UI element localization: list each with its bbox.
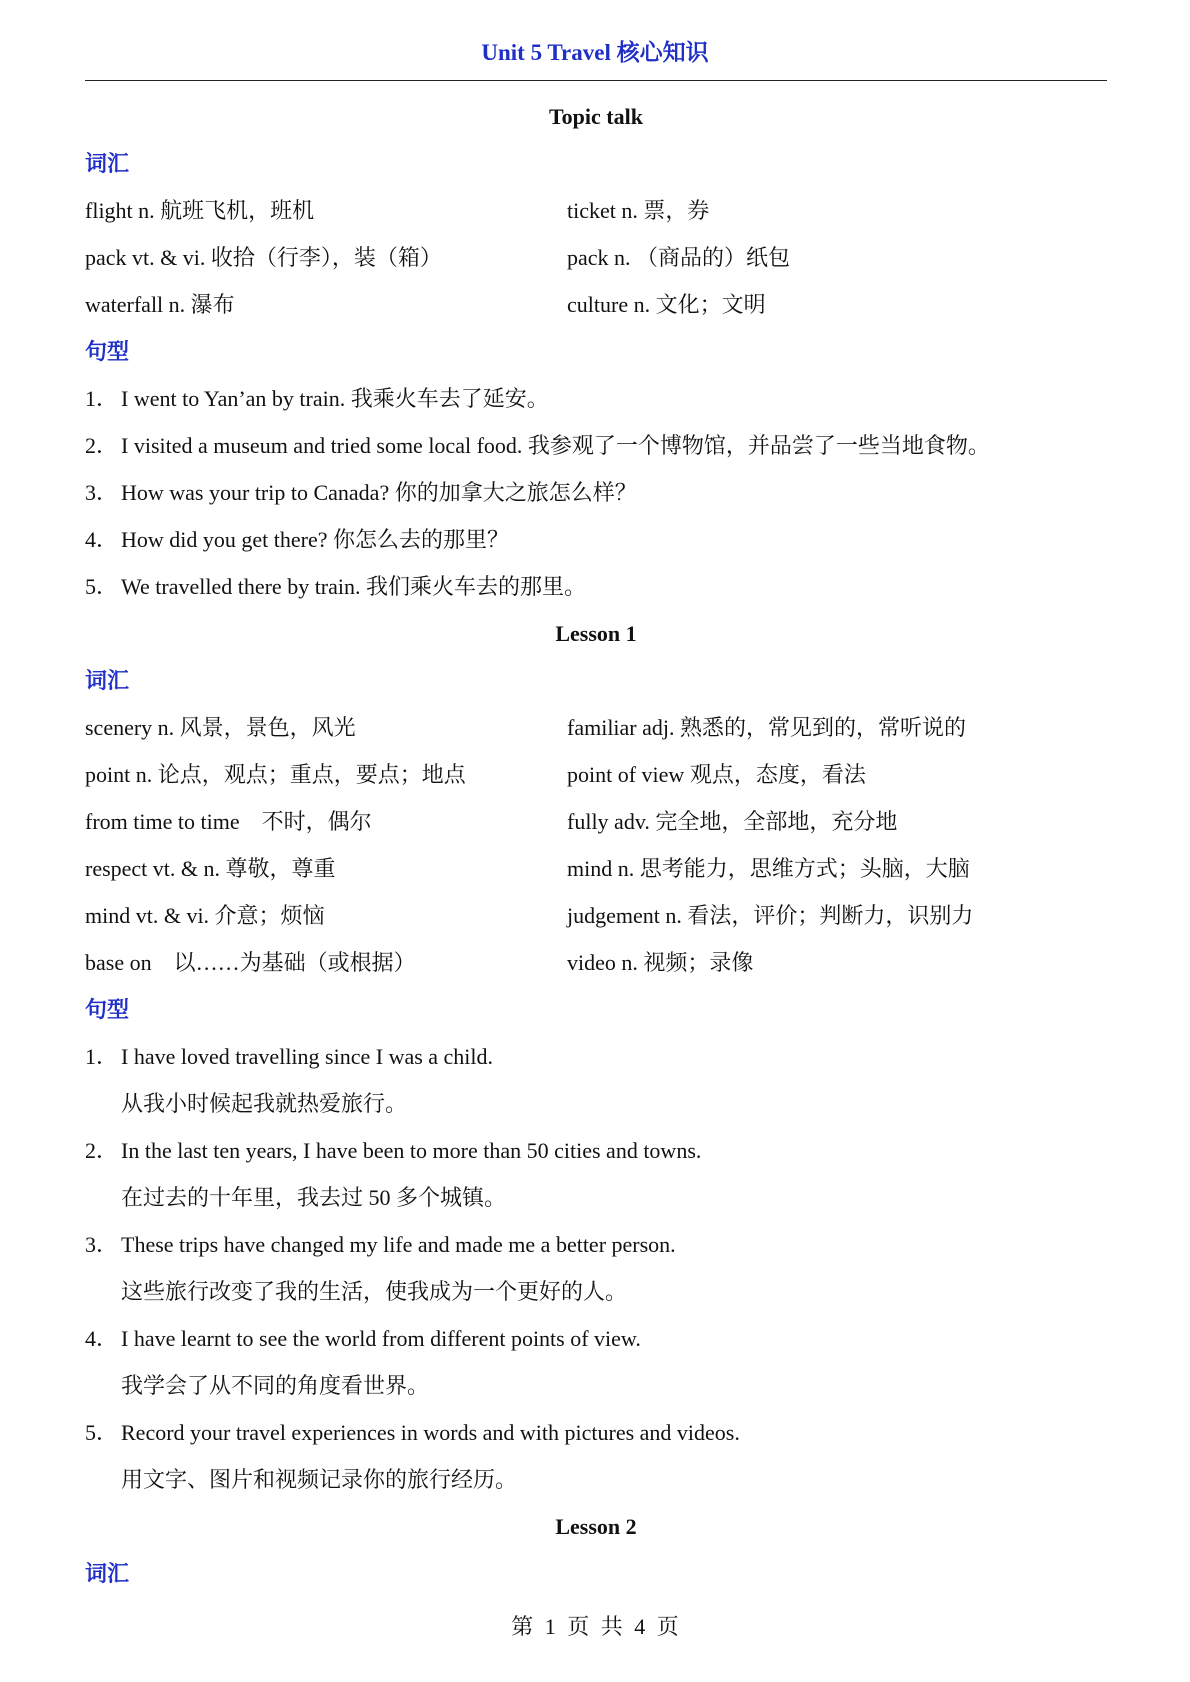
vocab-item: point of view 观点，态度，看法 <box>567 762 866 787</box>
sentence-text: I visited a museum and tried some local food. 我参观了一个博物馆，并品尝了一些当地食物。 <box>121 433 990 458</box>
sentence-english: These trips have changed my life and made me a better person. <box>121 1232 676 1257</box>
section-title-topic-talk: Topic talk <box>549 104 643 129</box>
vocab-item: video n. 视频；录像 <box>567 950 754 975</box>
sentence-item <box>85 1409 1107 1456</box>
vocab-row <box>85 798 1107 845</box>
vocab-item: pack vt. & vi. 收拾（行李），装（箱） <box>85 245 442 270</box>
sentence-heading: 句型 <box>85 339 130 364</box>
sentence-number: 4． <box>85 527 119 552</box>
vocab-item: ticket n. 票，券 <box>567 198 710 223</box>
vocab-item: flight n. 航班飞机，班机 <box>85 198 315 223</box>
sentence-heading: 句型 <box>85 997 130 1022</box>
sentence-translation: 这些旅行改变了我的生活，使我成为一个更好的人。 <box>121 1279 628 1304</box>
vocab-row <box>85 234 1107 281</box>
vocab-heading: 词汇 <box>85 668 130 693</box>
sentence-english: I have learnt to see the world from different points of view. <box>121 1326 641 1351</box>
vocab-item: judgement n. 看法，评价；判断力，识别力 <box>567 903 974 928</box>
sentence-item <box>85 1127 1107 1174</box>
sentence-number: 4． <box>85 1326 119 1351</box>
vocab-row <box>85 845 1107 892</box>
sentence-number: 2． <box>85 433 119 458</box>
sentence-number: 1． <box>85 386 119 411</box>
vocab-item: familiar adj. 熟悉的，常见到的，常听说的 <box>567 715 967 740</box>
sentence-item <box>85 469 1107 516</box>
sentence-number: 5． <box>85 574 119 599</box>
vocab-item: waterfall n. 瀑布 <box>85 292 235 317</box>
sentence-number: 3． <box>85 1232 119 1257</box>
vocab-row <box>85 939 1107 986</box>
vocab-row <box>85 704 1107 751</box>
sentence-text: We travelled there by train. 我们乘火车去的那里。 <box>121 574 587 599</box>
vocab-item: fully adv. 完全地，全部地，充分地 <box>567 809 898 834</box>
sentence-item <box>85 516 1107 563</box>
sentence-english: In the last ten years, I have been to more than 50 cities and towns. <box>121 1138 702 1163</box>
sentence-item <box>85 375 1107 422</box>
sentence-number: 3． <box>85 480 119 505</box>
sentence-translation: 在过去的十年里，我去过 50 多个城镇。 <box>121 1185 507 1210</box>
sentence-item <box>85 422 1107 469</box>
vocab-row <box>85 751 1107 798</box>
vocab-item: point n. 论点，观点；重点，要点；地点 <box>85 762 466 787</box>
sentence-english: I have loved travelling since I was a child. <box>121 1044 494 1069</box>
vocab-item: mind vt. & vi. 介意；烦恼 <box>85 903 325 928</box>
sentence-item <box>85 1315 1107 1362</box>
sentence-item <box>85 1033 1107 1080</box>
sentence-english: Record your travel experiences in words and with pictures and videos. <box>121 1420 740 1445</box>
sentence-number: 2． <box>85 1138 119 1163</box>
vocab-item: from time to time 不时，偶尔 <box>85 809 372 834</box>
vocab-row <box>85 892 1107 939</box>
vocab-row <box>85 281 1107 328</box>
vocab-item: culture n. 文化；文明 <box>567 292 766 317</box>
page-header-title: Unit 5 Travel 核心知识 <box>481 40 709 65</box>
vocab-item: mind n. 思考能力，思维方式；头脑，大脑 <box>567 856 970 881</box>
vocab-row <box>85 187 1107 234</box>
sentence-text: How did you get there? 你怎么去的那里？ <box>121 527 509 552</box>
vocab-item: base on 以……为基础（或根据） <box>85 950 416 975</box>
document-body <box>85 93 1107 1597</box>
sentence-translation: 我学会了从不同的角度看世界。 <box>121 1373 430 1398</box>
sentence-item <box>85 563 1107 610</box>
sentence-translation: 用文字、图片和视频记录你的旅行经历。 <box>121 1467 518 1492</box>
vocab-heading: 词汇 <box>85 151 130 176</box>
vocab-item: scenery n. 风景，景色，风光 <box>85 715 356 740</box>
section-title-lesson-2: Lesson 2 <box>555 1514 637 1539</box>
sentence-text: How was your trip to Canada? 你的加拿大之旅怎么样？ <box>121 480 637 505</box>
section-title-lesson-1: Lesson 1 <box>555 621 637 646</box>
vocab-item: pack n. （商品的）纸包 <box>567 245 791 270</box>
vocab-item: respect vt. & n. 尊敬，尊重 <box>85 856 336 881</box>
sentence-text: I went to Yan’an by train. 我乘火车去了延安。 <box>121 386 549 411</box>
sentence-translation: 从我小时候起我就热爱旅行。 <box>121 1091 408 1116</box>
page-number-footer: 第 1 页 共 4 页 <box>511 1614 679 1639</box>
header-divider <box>85 80 1107 81</box>
sentence-item <box>85 1221 1107 1268</box>
sentence-number: 1． <box>85 1044 119 1069</box>
sentence-number: 5． <box>85 1420 119 1445</box>
vocab-heading: 词汇 <box>85 1561 130 1586</box>
